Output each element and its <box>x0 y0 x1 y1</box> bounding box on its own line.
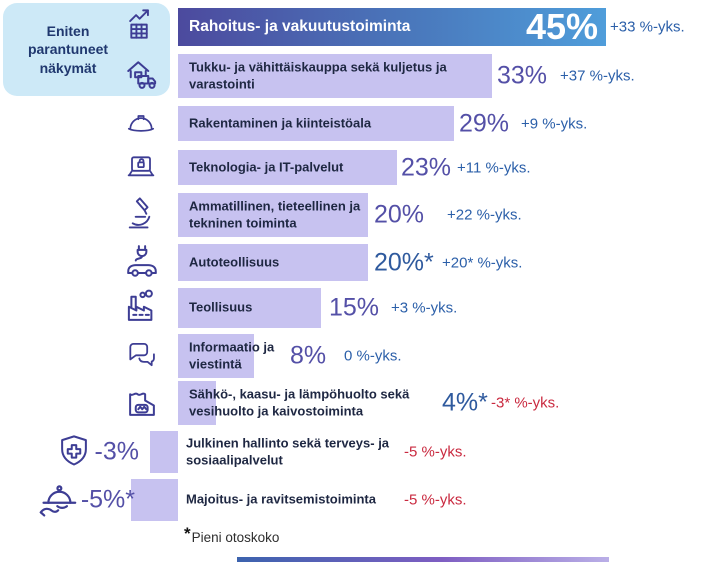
footnote-star-icon: * <box>184 524 191 543</box>
sector-change: +11 %-yks. <box>457 159 531 176</box>
chart-row <box>0 8 720 46</box>
sector-change: 0 %-yks. <box>344 347 402 365</box>
laptop-security-icon <box>122 150 160 186</box>
chart-row <box>0 106 720 141</box>
chart-growth-icon <box>122 8 162 46</box>
sector-label: Rahoitus- ja vakuutustoiminta <box>189 18 411 36</box>
bar-segment <box>131 479 179 521</box>
badge-label: Eniten parantuneet näkymät <box>27 22 109 76</box>
sector-value: 4%* <box>442 388 488 417</box>
sector-label: Sähkö-, kaasu- ja lämpöhuolto sekä vesihuolto ja kaivostoiminta <box>189 386 410 418</box>
sector-value: -5%* <box>80 485 135 514</box>
sector-change: +20* %-yks. <box>442 254 523 271</box>
sector-label: Autoteollisuus <box>189 254 280 270</box>
sector-change: +9 %-yks. <box>521 115 588 132</box>
sector-value: -3% <box>94 437 139 466</box>
sector-change: -5 %-yks. <box>404 443 467 461</box>
sector-label: Majoitus- ja ravitsemistoiminta <box>186 491 376 507</box>
footer-accent-bar <box>237 557 609 562</box>
chart-row <box>0 288 720 328</box>
health-shield-icon <box>54 432 94 472</box>
sector-value: 15% <box>329 293 380 322</box>
speech-bubbles-icon <box>122 338 160 374</box>
chart-row <box>0 150 720 185</box>
factory-icon <box>122 288 162 328</box>
sector-change: +37 %-yks. <box>560 67 635 85</box>
microscope-icon <box>122 195 160 235</box>
chart-row <box>0 193 720 237</box>
sector-label: Julkinen hallinto sekä terveys- ja sosiaalipalvelut <box>186 435 390 467</box>
sector-label: Teollisuus <box>189 299 253 315</box>
chart-row <box>0 244 720 281</box>
footnote-text: Pieni otoskoko <box>191 530 280 545</box>
sector-value: 33% <box>497 61 548 90</box>
sector-label: Ammatillinen, tieteellinen ja tekninen toiminta <box>189 198 361 230</box>
bar-segment <box>150 431 179 473</box>
sector-change: -5 %-yks. <box>404 491 467 509</box>
energy-plant-icon <box>122 383 162 423</box>
sector-change: +33 %-yks. <box>610 18 685 36</box>
sector-value: 8% <box>290 341 327 370</box>
footnote <box>184 524 279 545</box>
sector-value: 20%* <box>374 248 434 276</box>
sector-label: Teknologia- ja IT-palvelut <box>189 159 344 175</box>
sector-value: 20% <box>374 200 425 229</box>
chart-row <box>0 54 720 98</box>
electric-car-icon <box>122 243 162 283</box>
sector-change: +3 %-yks. <box>391 299 458 317</box>
chart-row <box>0 381 720 425</box>
sector-label: Rakentaminen ja kiinteistöala <box>189 115 372 131</box>
sector-value: 45% <box>525 6 598 47</box>
sector-label: Informaatio ja viestintä <box>189 339 275 371</box>
sector-change: +22 %-yks. <box>447 206 522 224</box>
hard-hat-icon <box>122 107 160 141</box>
food-service-icon <box>36 478 80 522</box>
chart-row <box>0 431 720 473</box>
sector-change: -3* %-yks. <box>491 394 560 412</box>
sector-value: 29% <box>459 109 510 137</box>
sector-value: 23% <box>401 153 452 181</box>
chart-row <box>0 479 720 521</box>
sector-label: Tukku- ja vähittäiskauppa sekä kuljetus ja varastointi <box>189 59 447 91</box>
chart-row <box>0 334 720 378</box>
delivery-truck-icon <box>122 56 162 96</box>
